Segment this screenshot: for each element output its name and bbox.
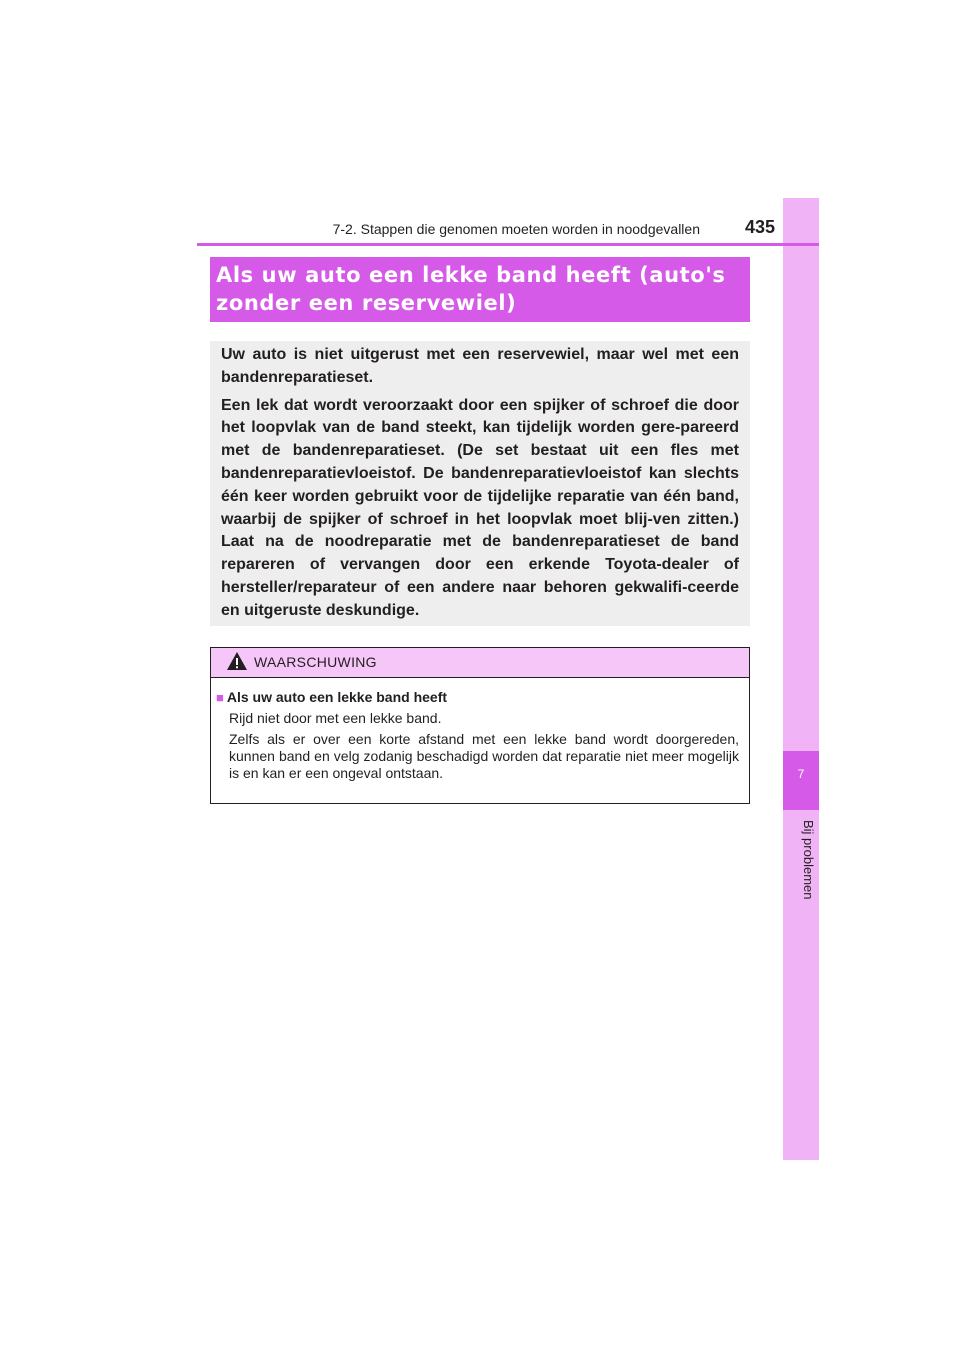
chapter-label: Bij problemen	[801, 820, 816, 900]
page-title: Als uw auto een lekke band heeft (auto's zonder een reservewiel)	[216, 263, 726, 315]
warning-label: WAARSCHUWING	[254, 654, 377, 670]
side-tab	[783, 198, 819, 1160]
warning-header	[211, 648, 749, 678]
warning-body	[211, 678, 749, 782]
section-heading: 7-2. Stappen die genomen moeten worden in noodgevallen	[332, 221, 700, 237]
warning-triangle-icon	[226, 651, 248, 671]
chapter-number: 7	[797, 767, 805, 781]
intro-box	[210, 341, 750, 626]
warning-heading-text: Als uw auto een lekke band heeft	[226, 689, 448, 705]
square-bullet-icon: ■	[216, 690, 224, 705]
intro-paragraph-2: Een lek dat wordt veroorzaakt door een spijker of schroef die door het loopvlak van de band steekt, kan tijdelijk worden gere-pareerd met de bandenreparatieset. (De set bestaat uit een fles met bandenreparatievloeistof. De bandenreparatievloeistof kan slechts één keer worden gebruikt voor de tijdelijke reparatie van één band, waarbij de spijker of schroef in het loopvlak moet blij-ven zitten.) Laat na de noodreparatie met de bandenreparatieset de band repareren of vervangen door een erkende Toyota-dealer of hersteller/reparateur of een andere naar behoren gekwalifi-ceerde en uitgeruste deskundige.	[221, 396, 739, 619]
header-rule	[197, 243, 819, 246]
warning-heading	[216, 689, 739, 706]
page-number: 435	[744, 217, 775, 237]
warning-line-1: Rijd niet door met een lekke band.	[229, 710, 442, 726]
title-box	[210, 257, 750, 322]
intro-paragraph-1: Uw auto is niet uitgerust met een reservewiel, maar wel met een bandenreparatieset.	[221, 346, 739, 386]
warning-line-2: Zelfs als er over een korte afstand met een lekke band wordt doorgereden, kunnen band en velg zodanig beschadigd worden dat reparatie niet meer mogelijk is en kan er een ongeval ontstaan.	[229, 731, 739, 781]
warning-box	[210, 647, 750, 804]
